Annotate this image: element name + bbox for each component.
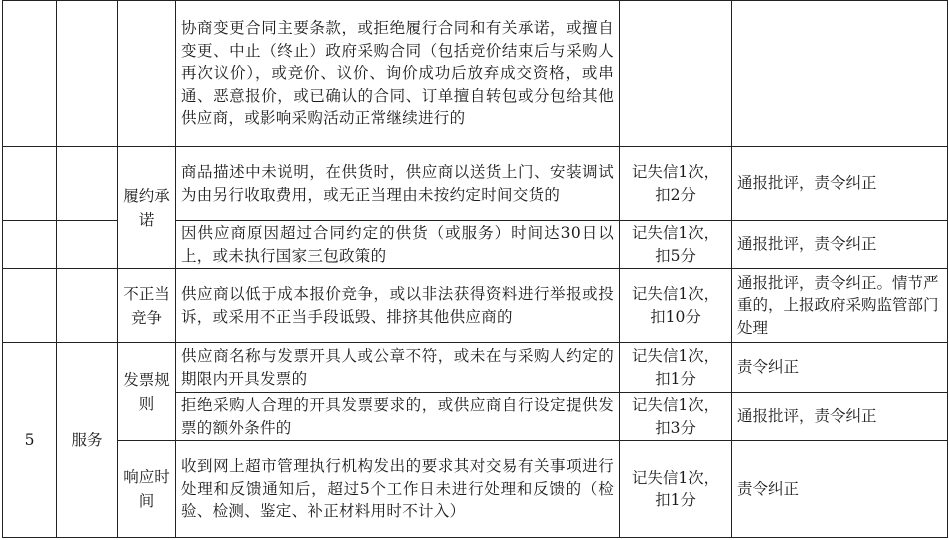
penalty-cell: 记失信1次，扣1分 (620, 343, 732, 393)
penalty-cell: 记失信1次，扣1分 (620, 441, 732, 538)
category-cell (57, 1, 118, 147)
description-cell: 拒绝采购人合理的开具发票要求的，或供应商自行设定提供发票的额外条件的 (176, 393, 620, 441)
table-row (3, 147, 948, 221)
subcategory-fulfillment: 履约承诺 (118, 147, 176, 269)
penalty-cell: 记失信1次，扣10分 (620, 269, 732, 343)
description-cell: 商品描述中未说明，在供货时，供应商以送货上门、安装调试为由另行收取费用，或无正当理由未按约定时间交货的 (176, 147, 620, 221)
table-row (3, 1, 948, 147)
number-cell (3, 221, 57, 269)
number-cell (3, 147, 57, 221)
category-cell (57, 269, 118, 343)
penalty-cell: 记失信1次，扣2分 (620, 147, 732, 221)
section-category: 服务 (57, 343, 118, 538)
action-cell: 责令纠正 (732, 441, 948, 538)
action-cell: 责令纠正 (732, 343, 948, 393)
action-cell: 通报批评，责令纠正 (732, 221, 948, 269)
number-cell (3, 269, 57, 343)
action-cell: 通报批评，责令纠正。情节严重的，上报政府采购监管部门处理 (732, 269, 948, 343)
section-number: 5 (3, 343, 57, 538)
category-cell (57, 221, 118, 269)
subcategory-invoice: 发票规则 (118, 343, 176, 441)
action-cell: 通报批评，责令纠正 (732, 147, 948, 221)
penalty-cell (620, 1, 732, 147)
penalty-cell: 记失信1次，扣3分 (620, 393, 732, 441)
description-cell: 供应商名称与发票开具人或公章不符，或未在与采购人约定的期限内开具发票的 (176, 343, 620, 393)
description-cell: 协商变更合同主要条款，或拒绝履行合同和有关承诺，或擅自变更、中止（终止）政府采购合同（包括竞价结束后与采购人再次议价），或竞价、议价、询价成功后放弃成交资格，或串通、恶意报价，或已确认的合同、订单擅自转包或分包给其他供应商，或影响采购活动正常继续进行的 (176, 1, 620, 147)
action-cell (732, 1, 948, 147)
action-cell: 通报批评，责令纠正 (732, 393, 948, 441)
table-row (3, 343, 948, 393)
number-cell (3, 1, 57, 147)
subcategory-cell (118, 1, 176, 147)
subcategory-unfair: 不正当竞争 (118, 269, 176, 343)
description-cell: 因供应商原因超过合同约定的供货（或服务）时间达30日以上，或未执行国家三包政策的 (176, 221, 620, 269)
category-cell (57, 147, 118, 221)
description-cell: 供应商以低于成本报价竞争，或以非法获得资料进行举报或投诉，或采用不正当手段诋毁、排挤其他供应商的 (176, 269, 620, 343)
table-row (3, 269, 948, 343)
subcategory-response: 响应时间 (118, 441, 176, 538)
penalty-cell: 记失信1次，扣5分 (620, 221, 732, 269)
description-cell: 收到网上超市管理执行机构发出的要求其对交易有关事项进行处理和反馈通知后，超过5个工作日未进行处理和反馈的（检验、检测、鉴定、补正材料用时不计入） (176, 441, 620, 538)
table-row (3, 441, 948, 538)
credit-penalty-table (2, 0, 948, 538)
